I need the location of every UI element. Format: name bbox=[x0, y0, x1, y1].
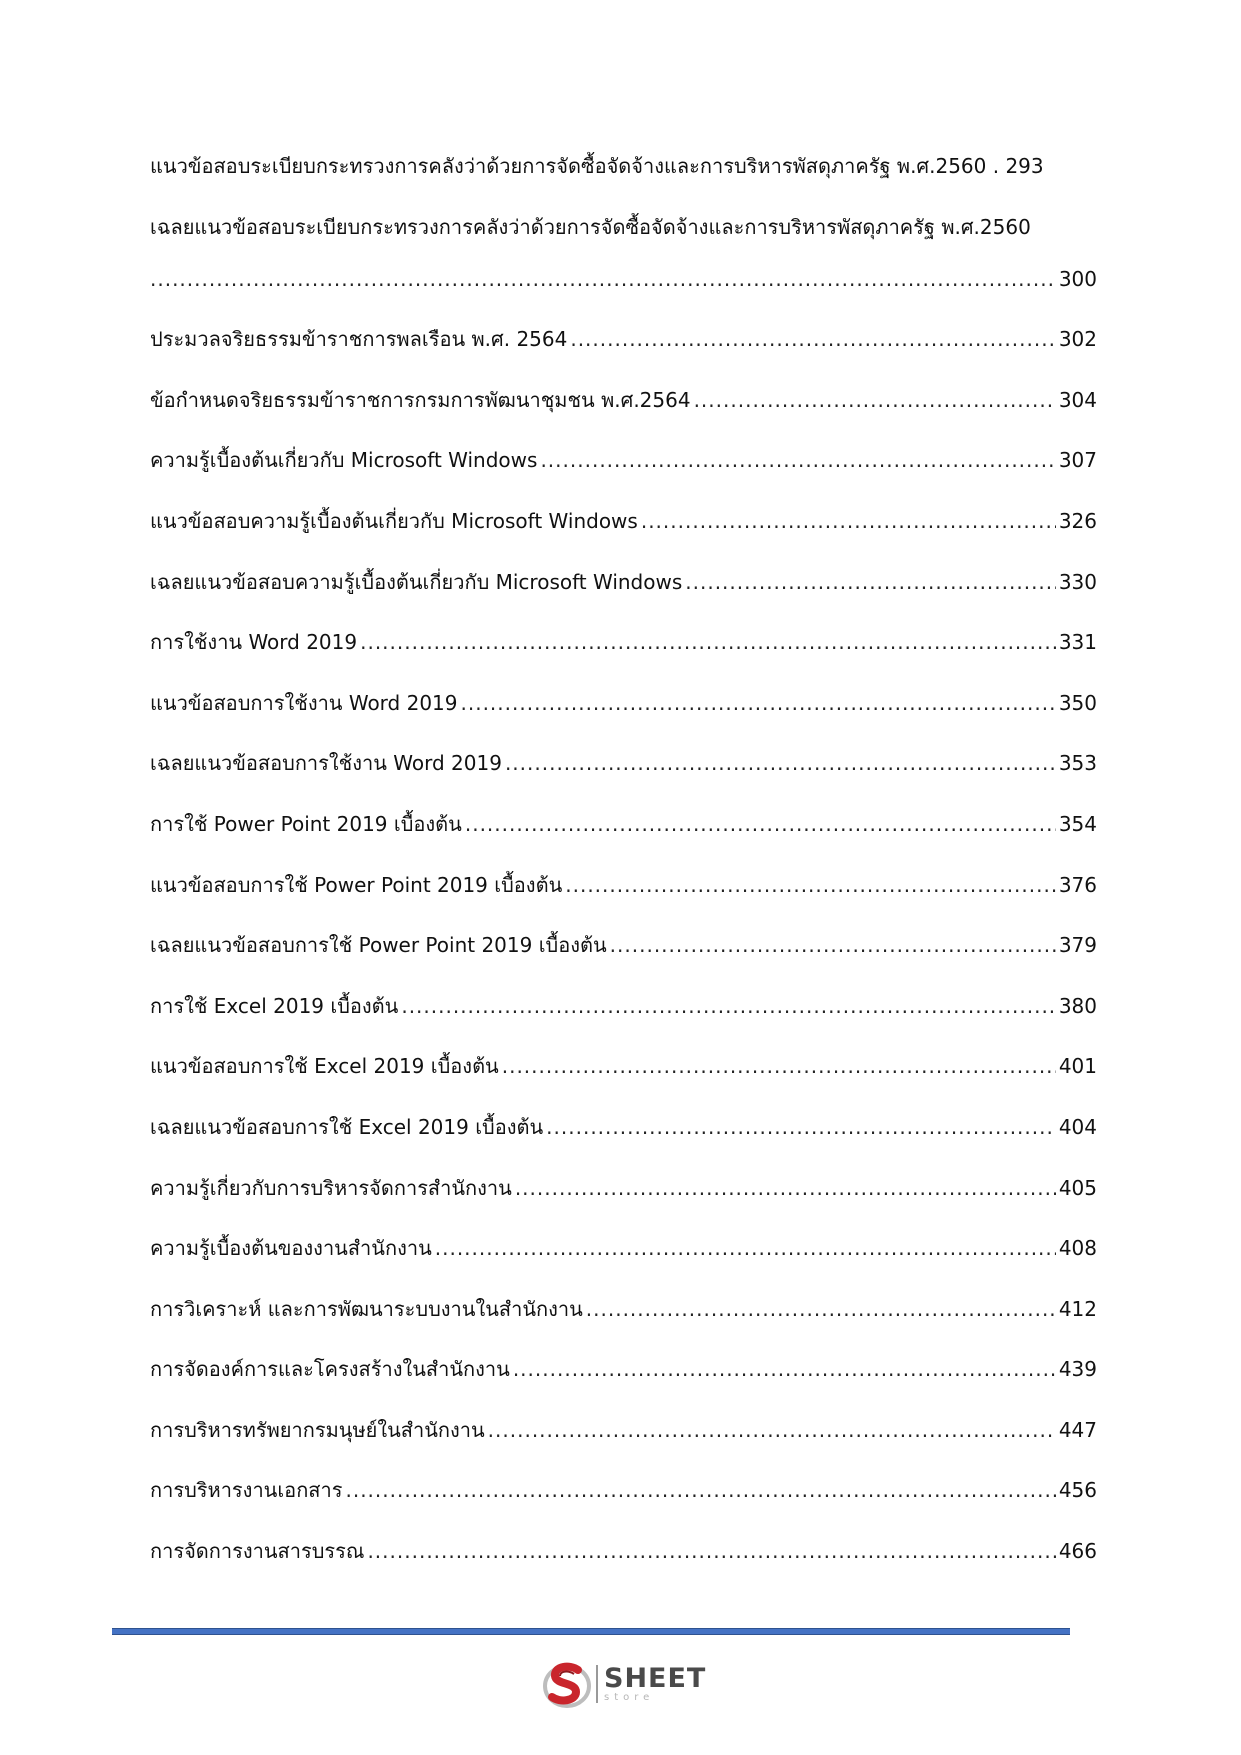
toc-entry-page: 304 bbox=[1058, 387, 1097, 412]
toc-entry[interactable] bbox=[150, 1355, 1097, 1383]
dot-leader bbox=[685, 568, 1056, 596]
toc-entry-page: 354 bbox=[1058, 811, 1097, 836]
dot-leader bbox=[694, 386, 1056, 414]
toc-entry-wrapped[interactable] bbox=[150, 213, 1097, 293]
dot-leader bbox=[610, 931, 1056, 959]
toc-entry[interactable] bbox=[150, 992, 1097, 1020]
toc-entry-page: 447 bbox=[1058, 1417, 1097, 1442]
sheet-store-s-logo-icon bbox=[542, 1658, 592, 1710]
toc-entry-title: ความรู้เกี่ยวกับการบริหารจัดการสำนักงาน bbox=[150, 1175, 512, 1200]
toc-entry-title: เฉลยแนวข้อสอบการใช้งาน Word 2019 bbox=[150, 751, 502, 776]
toc-entry-title: การใช้ Power Point 2019 เบื้องต้น bbox=[150, 811, 462, 836]
dot-leader bbox=[465, 810, 1056, 838]
toc-entry-title: การวิเคราะห์ และการพัฒนาระบบงานในสำนักงาน bbox=[150, 1296, 583, 1321]
toc-entry[interactable] bbox=[150, 1416, 1097, 1444]
toc-entry[interactable] bbox=[150, 689, 1097, 717]
dot-leader bbox=[461, 689, 1056, 717]
dot-leader bbox=[367, 1537, 1055, 1565]
dot-leader bbox=[360, 628, 1056, 656]
toc-entry[interactable] bbox=[150, 871, 1097, 899]
toc-entry-title: การจัดองค์การและโครงสร้างในสำนักงาน bbox=[150, 1357, 510, 1382]
toc-entry-title: การจัดการงานสารบรรณ bbox=[150, 1539, 365, 1564]
logo-divider bbox=[596, 1665, 598, 1703]
toc-entry-continuation bbox=[150, 265, 1097, 293]
toc-entry[interactable] bbox=[150, 1476, 1097, 1504]
toc-entry-page: 330 bbox=[1058, 569, 1097, 594]
toc-entry-title: เฉลยแนวข้อสอบระเบียบกระทรวงการคลังว่าด้วยการจัดซื้อจัดจ้างและการบริหารพัสดุภาครัฐ พ.ศ.2560 bbox=[150, 214, 1031, 239]
toc-entry[interactable] bbox=[150, 325, 1097, 353]
toc-entry[interactable] bbox=[150, 1052, 1097, 1080]
toc-entry-title: การใช้ Excel 2019 เบื้องต้น bbox=[150, 993, 399, 1018]
toc-entry[interactable] bbox=[150, 1234, 1097, 1262]
toc-entry-page: 302 bbox=[1058, 327, 1097, 352]
dot-leader bbox=[150, 265, 1056, 293]
toc-entry-title: แนวข้อสอบความรู้เบื้องต้นเกี่ยวกับ Microsoft Windows bbox=[150, 508, 638, 533]
toc-entry[interactable] bbox=[150, 507, 1097, 535]
toc-entry-page: 331 bbox=[1058, 630, 1097, 655]
logo-sub: store bbox=[604, 1692, 655, 1703]
toc-entry[interactable] bbox=[150, 1295, 1097, 1323]
toc-entry-title: ความรู้เบื้องต้นของงานสำนักงาน bbox=[150, 1236, 432, 1261]
toc-entry-page: 401 bbox=[1058, 1054, 1097, 1079]
toc-entry[interactable] bbox=[150, 1537, 1097, 1565]
dot-leader bbox=[586, 1295, 1056, 1323]
dot-leader bbox=[540, 446, 1055, 474]
toc-entry[interactable] bbox=[150, 931, 1097, 959]
footer-rule bbox=[112, 1628, 1070, 1635]
dot-leader bbox=[570, 325, 1055, 353]
toc-entry-list bbox=[150, 325, 1097, 1565]
toc-entry-title: การใช้งาน Word 2019 bbox=[150, 630, 358, 655]
toc-entry-title: แนวข้อสอบการใช้ Excel 2019 เบื้องต้น bbox=[150, 1054, 499, 1079]
toc-entry-page: 307 bbox=[1058, 448, 1097, 473]
toc-entry[interactable] bbox=[150, 446, 1097, 474]
toc-entry-title: ข้อกำหนดจริยธรรมข้าราชการกรมการพัฒนาชุมชน พ.ศ.2564 bbox=[150, 387, 691, 412]
dot-leader bbox=[641, 507, 1056, 535]
dot-leader bbox=[505, 749, 1056, 777]
toc-entry-page: 404 bbox=[1058, 1114, 1097, 1139]
toc-entry-title: การบริหารทรัพยากรมนุษย์ในสำนักงาน bbox=[150, 1417, 485, 1442]
toc-entry-page: 326 bbox=[1058, 508, 1097, 533]
dot-leader bbox=[502, 1052, 1056, 1080]
dot-leader bbox=[565, 871, 1056, 899]
toc-entry-title: ประมวลจริยธรรมข้าราชการพลเรือน พ.ศ. 2564 bbox=[150, 327, 568, 352]
toc-entry-page: 379 bbox=[1058, 933, 1097, 958]
toc-entry-page: 439 bbox=[1058, 1357, 1097, 1382]
toc-entry-title: เฉลยแนวข้อสอบความรู้เบื้องต้นเกี่ยวกับ Microsoft Windows bbox=[150, 569, 683, 594]
toc-entry-page: 353 bbox=[1058, 751, 1097, 776]
table-of-contents bbox=[150, 152, 1097, 1598]
dot-leader bbox=[488, 1416, 1056, 1444]
toc-entry[interactable] bbox=[150, 568, 1097, 596]
toc-entry-page: 412 bbox=[1058, 1296, 1097, 1321]
logo-word: SHEET bbox=[604, 1663, 707, 1694]
dot-leader bbox=[546, 1113, 1056, 1141]
toc-entry[interactable] bbox=[150, 749, 1097, 777]
dot-leader bbox=[401, 992, 1055, 1020]
toc-entry-title: แนวข้อสอบการใช้ Power Point 2019 เบื้องต้น bbox=[150, 872, 563, 897]
toc-entry-page: 408 bbox=[1058, 1236, 1097, 1261]
toc-entry-page: 456 bbox=[1058, 1478, 1097, 1503]
toc-entry-title: แนวข้อสอบระเบียบกระทรวงการคลังว่าด้วยการจัดซื้อจัดจ้างและการบริหารพัสดุภาครัฐ พ.ศ.2560 . 293 bbox=[150, 154, 1044, 178]
toc-entry[interactable] bbox=[150, 1113, 1097, 1141]
sheet-store-logo bbox=[542, 1658, 706, 1710]
toc-entry[interactable] bbox=[150, 810, 1097, 838]
toc-entry-page: 350 bbox=[1058, 690, 1097, 715]
dot-leader bbox=[345, 1476, 1055, 1504]
toc-entry[interactable] bbox=[150, 628, 1097, 656]
toc-entry-title: การบริหารงานเอกสาร bbox=[150, 1478, 343, 1503]
toc-entry-page: 300 bbox=[1058, 266, 1097, 291]
toc-entry-title: แนวข้อสอบการใช้งาน Word 2019 bbox=[150, 690, 458, 715]
toc-entry[interactable] bbox=[150, 1174, 1097, 1202]
dot-leader bbox=[435, 1234, 1056, 1262]
logo-text bbox=[604, 1665, 706, 1703]
dot-leader bbox=[513, 1355, 1056, 1383]
toc-entry-title: เฉลยแนวข้อสอบการใช้ Power Point 2019 เบื้องต้น bbox=[150, 933, 607, 958]
toc-entry[interactable] bbox=[150, 386, 1097, 414]
toc-entry-page: 376 bbox=[1058, 872, 1097, 897]
toc-entry-title: ความรู้เบื้องต้นเกี่ยวกับ Microsoft Windows bbox=[150, 448, 538, 473]
toc-entry[interactable] bbox=[150, 152, 1097, 180]
toc-entry-page: 466 bbox=[1058, 1539, 1097, 1564]
dot-leader bbox=[515, 1174, 1056, 1202]
toc-entry-page: 405 bbox=[1058, 1175, 1097, 1200]
toc-entry-title: เฉลยแนวข้อสอบการใช้ Excel 2019 เบื้องต้น bbox=[150, 1114, 544, 1139]
toc-entry-page: 380 bbox=[1058, 993, 1097, 1018]
